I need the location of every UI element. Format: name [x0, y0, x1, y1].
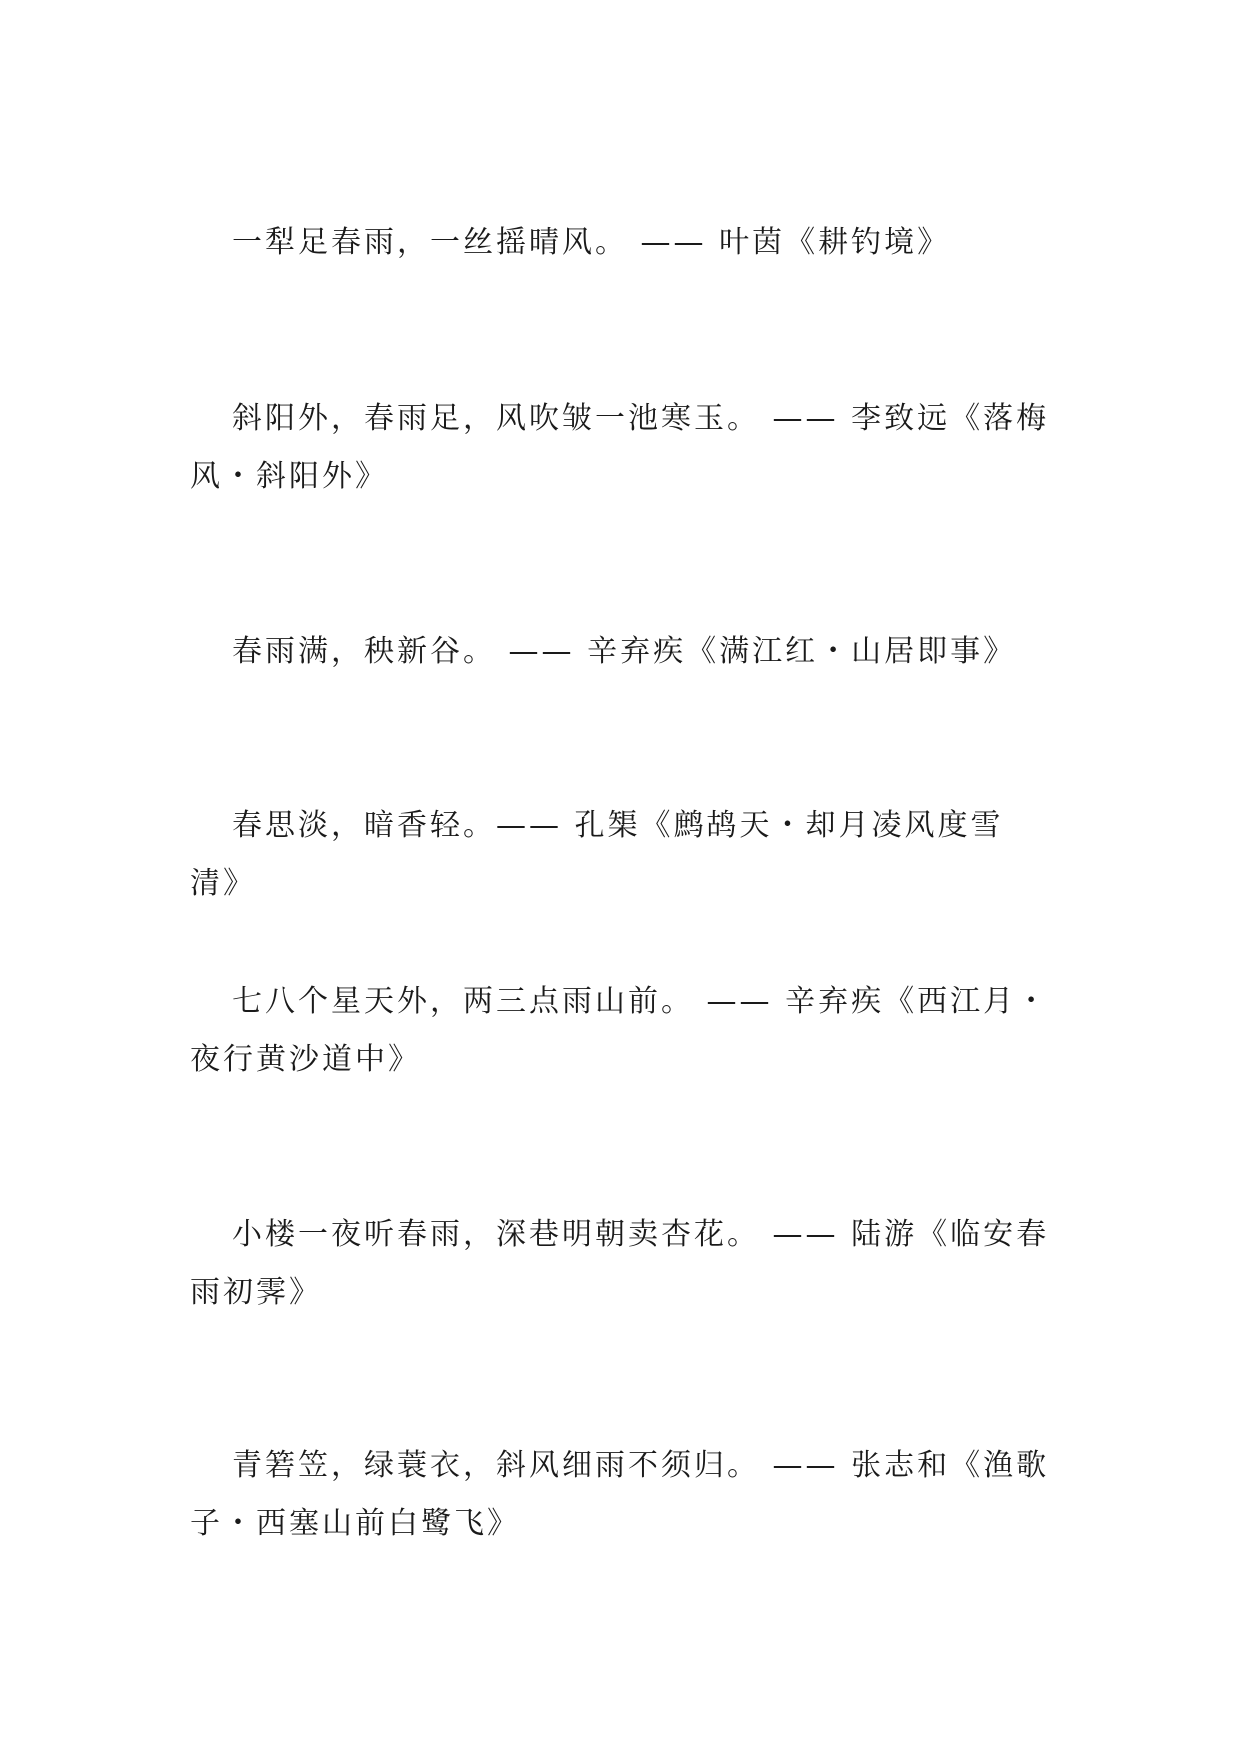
poem-quote: 青箬笠，绿蓑衣，斜风细雨不须归。 —— 张志和《渔歌子・西塞山前白鹭飞》	[190, 1448, 1050, 1541]
poem-quote: 斜阳外，春雨足，风吹皱一池寒玉。 —— 李致远《落梅风・斜阳外》	[190, 401, 1050, 494]
poem-quote: 一犁足春雨，一丝摇晴风。 —— 叶茵《耕钓境》	[232, 225, 951, 260]
poem-quote: 小楼一夜听春雨，深巷明朝卖杏花。 —— 陆游《临安春雨初霁》	[190, 1217, 1050, 1310]
poem-quote: 春雨满，秧新谷。 —— 辛弃疾《满江红・山居即事》	[232, 634, 1017, 669]
poem-quote: 七八个星天外，两三点雨山前。 —— 辛弃疾《西江月・夜行黄沙道中》	[190, 984, 1050, 1077]
poem-quote: 春思淡，暗香轻。—— 孔榘《鹧鸪天・却月凌风度雪清》	[190, 808, 1004, 901]
